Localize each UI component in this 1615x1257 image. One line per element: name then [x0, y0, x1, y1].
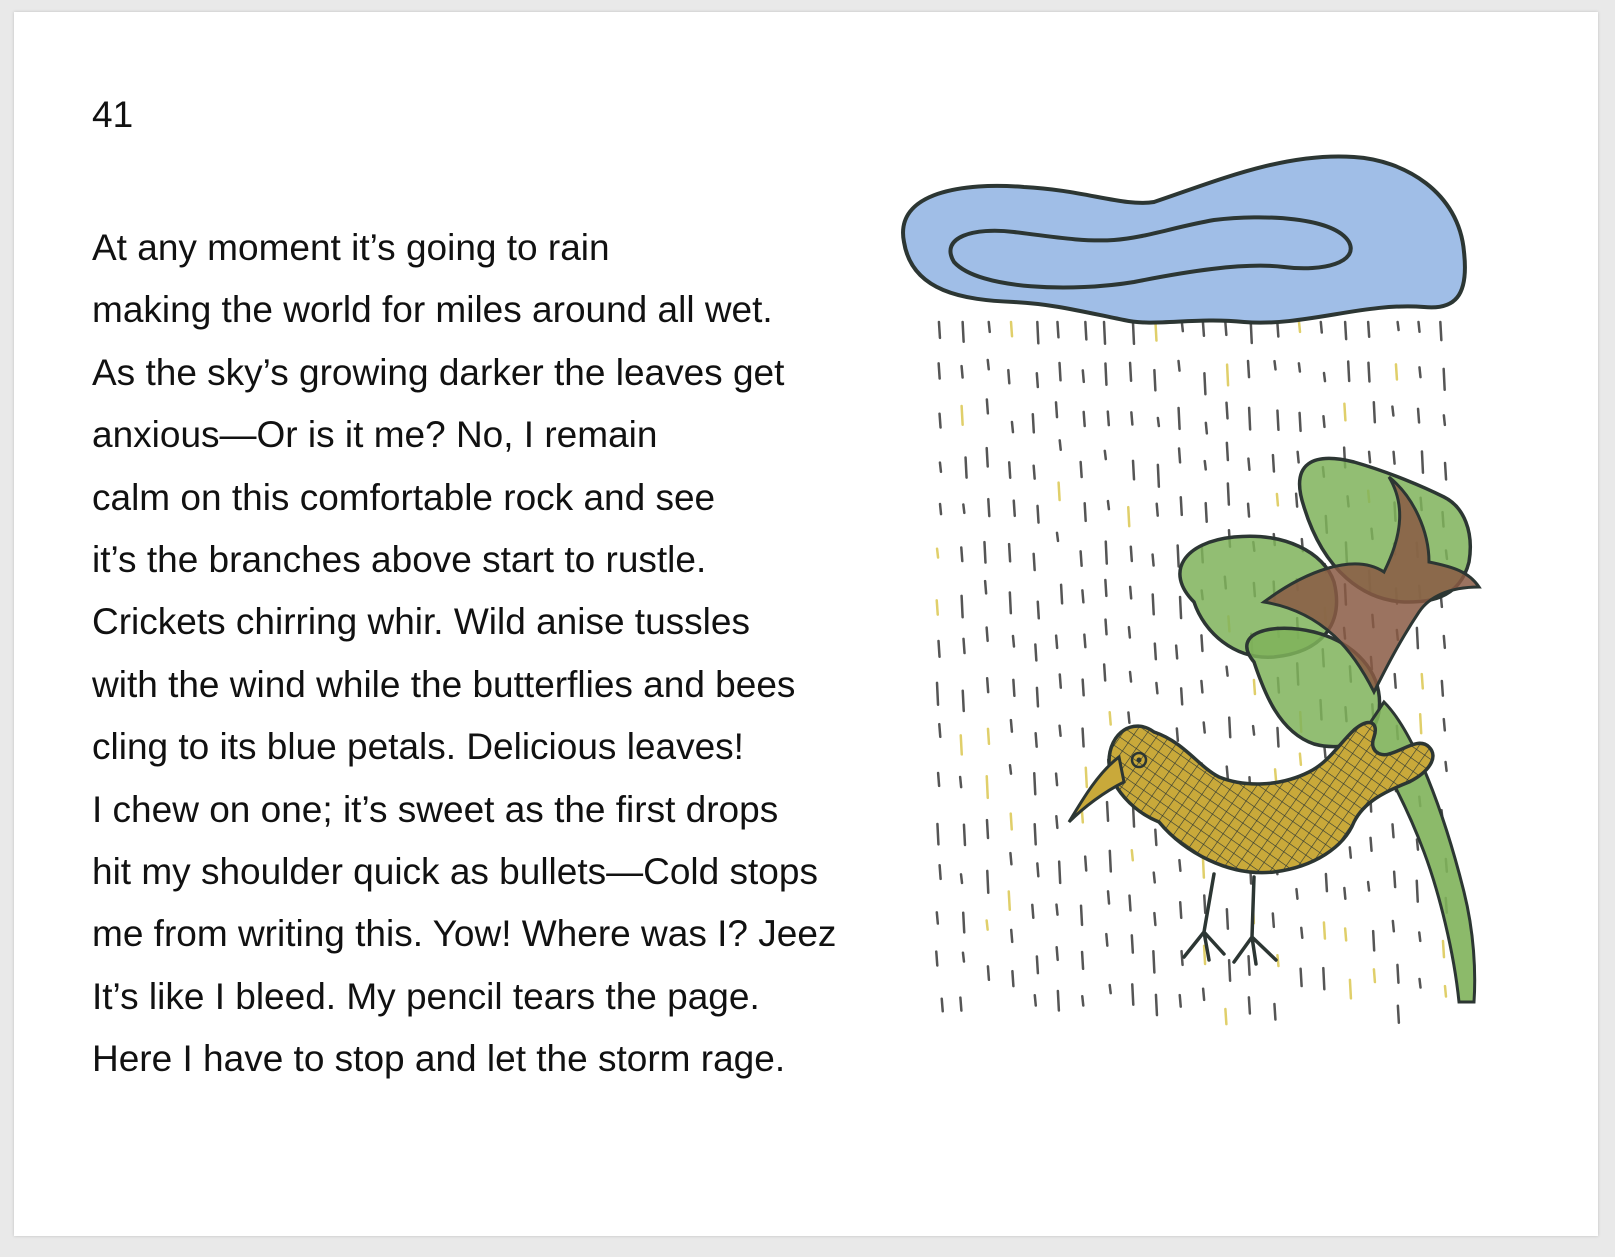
rain-drop — [987, 628, 988, 641]
rain-drop — [1061, 585, 1062, 604]
rain-drop — [1056, 816, 1057, 828]
rain-drop — [1345, 928, 1346, 940]
rain-drop — [961, 548, 962, 562]
rain-drop — [1037, 322, 1038, 343]
rain-drop — [939, 641, 940, 657]
rain-drop — [1038, 602, 1039, 619]
rain-drop — [987, 678, 988, 692]
rain-illustration — [884, 132, 1534, 1052]
rain-drop — [1129, 627, 1130, 637]
rain-drop — [940, 414, 941, 428]
rain-drop — [1374, 402, 1375, 422]
rain-drop — [1419, 933, 1420, 941]
rain-drop — [1037, 373, 1038, 387]
document-page — [14, 12, 1598, 1236]
rain-drop — [1301, 928, 1302, 938]
rain-drop — [1249, 956, 1250, 974]
rain-drop — [1110, 985, 1111, 993]
rain-drop — [1203, 322, 1204, 336]
rain-drop — [1229, 960, 1230, 980]
rain-drop — [1158, 418, 1159, 426]
plant-drawing — [1180, 458, 1479, 1002]
rain-drop — [1324, 747, 1325, 757]
rain-drop — [940, 865, 941, 879]
rain-drop — [1277, 494, 1278, 505]
rain-drop — [1011, 720, 1012, 732]
rain-drop — [1396, 364, 1397, 379]
rain-drop — [1081, 551, 1082, 565]
rain-drop — [1225, 322, 1226, 335]
rain-drop — [1153, 555, 1154, 566]
rain-drop — [1038, 506, 1039, 523]
rain-drop — [1274, 1004, 1275, 1020]
rain-drop — [1056, 905, 1057, 915]
rain-drop — [1108, 501, 1109, 509]
rain-drop — [1324, 923, 1325, 939]
rain-drop — [1059, 483, 1060, 500]
rain-drop — [1056, 774, 1057, 785]
rain-drop — [1057, 322, 1058, 337]
rain-drop — [1060, 674, 1061, 687]
rain-drop — [1368, 882, 1369, 890]
rain-drop — [1131, 412, 1132, 424]
rain-drop — [1321, 322, 1322, 333]
poem-line: calm on this comfortable rock and see — [92, 476, 716, 518]
rain-drop — [939, 724, 940, 737]
rain-drop — [963, 691, 964, 711]
rain-drop — [987, 871, 988, 893]
rain-drop — [940, 463, 941, 472]
rain-drop — [1154, 370, 1155, 390]
rain-drop — [1249, 997, 1250, 1013]
rain-drop — [963, 322, 964, 342]
rain-drop — [1227, 767, 1228, 778]
rain-drop — [1013, 636, 1014, 646]
rain-drop — [1056, 636, 1057, 648]
rain-drop — [1277, 322, 1278, 337]
rain-drop — [1248, 361, 1249, 377]
rain-drop — [964, 825, 965, 845]
rain-drop — [1417, 840, 1418, 850]
rain-drop — [1398, 322, 1399, 330]
rain-drop — [1155, 644, 1156, 659]
rain-drop — [1344, 888, 1345, 899]
rain-drop — [1273, 455, 1274, 471]
rain-drop — [1249, 408, 1250, 429]
rain-drop — [1177, 729, 1178, 741]
rain-drop — [963, 505, 964, 513]
rain-drop — [1085, 503, 1086, 521]
rain-drop — [937, 824, 938, 844]
rain-drop — [1130, 587, 1131, 599]
poem-line: me from writing this. Yow! Where was I? Jeez — [92, 913, 837, 955]
rain-drop — [1037, 688, 1038, 706]
poem-line: making the world for miles around all wet. — [92, 289, 773, 331]
rain-drop — [1086, 768, 1087, 787]
rain-drop — [936, 952, 937, 966]
rain-drop — [984, 542, 985, 562]
rain-drop — [1251, 322, 1252, 343]
poem-line: hit my shoulder quick as bullets—Cold stops — [92, 851, 818, 893]
rain-drop — [1181, 688, 1182, 704]
rain-drop — [1206, 423, 1207, 433]
rain-drop — [1153, 951, 1154, 972]
rain-drop — [1397, 965, 1398, 983]
rain-drop — [1248, 504, 1249, 517]
poem-text — [92, 217, 836, 1091]
poem-line: cling to its blue petals. Delicious leaves! — [92, 726, 744, 768]
rain-drop — [1154, 913, 1155, 925]
rain-drop — [1013, 680, 1014, 696]
rain-drop — [1227, 667, 1228, 676]
poem-line: Here I have to stop and let the storm rage. — [92, 1038, 786, 1080]
rain-drop — [1084, 635, 1085, 647]
rain-drop — [937, 600, 938, 614]
rain-drop — [937, 683, 938, 705]
rain-drop — [987, 448, 988, 466]
rain-drop — [1037, 863, 1038, 876]
rain-drop — [961, 874, 962, 883]
rain-drop — [1348, 362, 1349, 381]
rain-drop — [1422, 452, 1423, 473]
rain-drop — [1036, 733, 1037, 746]
rain-drop — [1374, 969, 1375, 982]
rain-drop — [1204, 895, 1205, 912]
rain-drop — [1034, 466, 1035, 479]
rain-drop — [1037, 957, 1038, 974]
rain-drop — [1082, 996, 1083, 1005]
rain-drop — [1296, 889, 1297, 899]
rain-drop — [1393, 824, 1394, 837]
rain-drop — [1060, 363, 1061, 380]
rain-drop — [1323, 968, 1324, 989]
rain-drop — [1082, 952, 1083, 969]
rain-drop — [1299, 363, 1300, 371]
poem-line: Crickets chirring whir. Wild anise tussles — [92, 601, 750, 643]
rain-drop — [1057, 947, 1058, 960]
rain-drop — [1299, 322, 1300, 332]
rain-drop — [1445, 463, 1446, 479]
rain-drop — [1273, 913, 1274, 926]
rain-drop — [1157, 504, 1158, 516]
rain-drop — [1371, 838, 1372, 851]
rain-drop — [1154, 873, 1155, 883]
rain-drop — [1417, 881, 1418, 902]
rain-drop — [1444, 415, 1445, 425]
rain-drop — [1254, 680, 1255, 694]
rain-drop — [988, 360, 989, 369]
rain-drop — [1422, 674, 1423, 688]
rain-drop — [1298, 452, 1299, 463]
rain-drop — [1033, 414, 1034, 432]
rain-drop — [1104, 322, 1105, 344]
rain-drop — [963, 953, 964, 962]
rain-drop — [1081, 462, 1082, 477]
rain-drop — [1034, 773, 1035, 794]
rain-drop — [1345, 322, 1346, 339]
rain-drop — [1059, 862, 1060, 883]
rain-drop — [1394, 452, 1395, 464]
poem-line: it’s the branches above start to rustle. — [92, 539, 707, 581]
rain-drop — [962, 596, 963, 617]
rain-drop — [939, 322, 940, 338]
rain-drop — [1131, 547, 1132, 561]
rain-drop — [1350, 980, 1351, 998]
rain-drop — [937, 549, 938, 558]
rain-drop — [1446, 762, 1447, 771]
poem-line: It’s like I bleed. My pencil tears the page. — [92, 975, 760, 1017]
rain-drop — [1156, 995, 1157, 1015]
rain-drop — [1107, 802, 1108, 821]
rain-drop — [1156, 683, 1157, 693]
rain-drop — [985, 581, 986, 593]
rain-drop — [1012, 422, 1013, 432]
rain-drop — [1420, 979, 1421, 988]
rain-drop — [1417, 628, 1418, 648]
rain-drop — [1204, 723, 1205, 733]
rain-drop — [1085, 322, 1086, 339]
poem-line: anxious—Or is it me? No, I remain — [92, 414, 658, 456]
rain-drop — [1035, 824, 1036, 844]
rain-drop — [1056, 402, 1057, 417]
rain-drop — [1182, 951, 1183, 965]
rain-drop — [1132, 935, 1133, 952]
rain-drop — [1229, 718, 1230, 738]
rain-drop — [987, 921, 988, 930]
rain-drop — [1443, 941, 1444, 957]
rain-drop — [1009, 892, 1010, 910]
poem-line: As the sky’s growing darker the leaves get — [92, 351, 785, 393]
rain-drop — [1180, 995, 1181, 1007]
rain-drop — [1179, 860, 1180, 871]
rain-drop — [1419, 367, 1420, 377]
rain-drop — [1133, 322, 1134, 344]
bird-drawing — [1069, 723, 1433, 964]
rain-drop — [1008, 370, 1009, 383]
rain-drop — [1181, 497, 1182, 515]
rain-drop — [987, 400, 988, 414]
rain-drop — [1296, 494, 1297, 507]
rain-drop — [1060, 440, 1061, 449]
rain-drop — [1009, 544, 1010, 561]
rain-drop — [966, 458, 967, 478]
rain-drop — [1180, 597, 1181, 618]
rain-drop — [1133, 461, 1134, 479]
rain-drop — [1108, 891, 1109, 903]
rain-drop — [1084, 412, 1085, 426]
rain-drop — [1032, 905, 1033, 918]
rain-drop — [1419, 322, 1420, 332]
rain-drop — [1445, 986, 1446, 996]
rain-drop — [1130, 672, 1131, 681]
rain-drop — [1248, 459, 1249, 470]
rain-drop — [1058, 991, 1059, 1010]
rain-drop — [1083, 370, 1084, 382]
rain-drop — [1444, 719, 1445, 730]
rain-drop — [1110, 712, 1111, 724]
rain-drop — [988, 499, 989, 516]
rain-drop — [1201, 635, 1202, 651]
rain-drop — [964, 639, 965, 653]
rain-drop — [940, 504, 941, 514]
rain-drop — [1205, 461, 1206, 469]
rain-drop — [1180, 902, 1181, 918]
rain-drop — [962, 406, 963, 425]
rain-drop — [1011, 322, 1012, 336]
rain-drop — [1394, 872, 1395, 887]
rain-drop — [1373, 931, 1374, 950]
cloud-drawing — [903, 156, 1465, 322]
rain-drop — [939, 363, 940, 378]
rain-drop — [1106, 620, 1107, 635]
rain-drop — [963, 913, 964, 933]
rain-drop — [1155, 322, 1156, 341]
rain-drop — [1085, 857, 1086, 871]
rain-drop — [1204, 373, 1205, 394]
rain-drop — [1326, 874, 1327, 891]
rain-drop — [1105, 363, 1106, 384]
rain-drop — [1155, 830, 1156, 845]
rain-drop — [1130, 363, 1131, 381]
rain-drop — [1014, 501, 1015, 516]
rain-drop — [1009, 462, 1010, 477]
rain-drop — [1011, 930, 1012, 942]
rain-drop — [1253, 726, 1254, 734]
rain-drop — [1035, 995, 1036, 1005]
rain-drop — [1395, 674, 1396, 688]
rain-drop — [1178, 545, 1179, 566]
rain-drop — [960, 998, 961, 1011]
rain-drop — [1418, 409, 1419, 423]
rain-drop — [1277, 728, 1278, 747]
poem-line: At any moment it’s going to rain — [92, 227, 610, 268]
rain-drop — [1324, 373, 1325, 381]
rain-drop — [942, 999, 943, 1012]
rain-drop — [1129, 896, 1130, 911]
rain-drop — [1035, 644, 1036, 660]
rain-drop — [1012, 971, 1013, 986]
rain-drop — [1179, 449, 1180, 463]
rain-drop — [1108, 412, 1109, 426]
rain-drop — [988, 729, 989, 744]
rain-drop — [1106, 934, 1107, 945]
rain-drop — [989, 322, 990, 332]
rain-drop — [1275, 769, 1276, 781]
page-number: 41 — [92, 94, 134, 135]
rain-drop — [1132, 984, 1133, 1004]
rain-drop — [1398, 1006, 1399, 1023]
rain-drop — [1369, 452, 1370, 462]
rain-drop — [1060, 726, 1061, 736]
rain-drop — [1440, 322, 1441, 340]
rain-drop — [1083, 680, 1084, 696]
rain-drop — [1227, 443, 1228, 460]
rain-drop — [1010, 592, 1011, 613]
rain-drop — [987, 776, 988, 798]
rain-drop — [1105, 580, 1106, 596]
rain-drop — [1203, 989, 1204, 1000]
rain-drop — [1368, 363, 1369, 382]
rain-drop — [1083, 729, 1084, 747]
rain-drop — [988, 966, 989, 979]
rain-drop — [961, 735, 962, 754]
rain-drop — [1201, 681, 1202, 692]
rain-drop — [1350, 847, 1351, 857]
rain-drop — [1158, 465, 1159, 487]
rain-drop — [1128, 507, 1129, 526]
rain-drop — [1301, 969, 1302, 986]
rain-drop — [1368, 322, 1369, 337]
rain-drop — [1444, 636, 1445, 648]
rain-drop — [1010, 765, 1011, 773]
rain-drop — [1081, 906, 1082, 925]
rain-drop — [1153, 594, 1154, 614]
rain-drop — [1104, 665, 1105, 681]
rain-drop — [1179, 408, 1180, 429]
rain-drop — [1442, 681, 1443, 696]
rain-drop — [1206, 503, 1207, 522]
rain-drop — [1228, 483, 1229, 504]
rain-drop — [1227, 909, 1228, 928]
poem-line: with the wind while the butterflies and bees — [92, 663, 796, 705]
rain-drop — [960, 777, 961, 787]
rain-drop — [1444, 369, 1445, 390]
rain-drop — [1227, 365, 1228, 386]
rain-drop — [1132, 850, 1133, 860]
rain-drop — [1227, 403, 1228, 419]
rain-drop — [1393, 921, 1394, 931]
rain-drop — [1082, 590, 1083, 602]
rain-drop — [1275, 361, 1276, 369]
rain-drop — [1034, 554, 1035, 570]
rain-drop — [1300, 754, 1301, 765]
rain-drop — [1277, 411, 1278, 430]
rain-drop — [1392, 407, 1393, 416]
rain-drop — [962, 366, 963, 377]
rain-drop — [1204, 946, 1205, 964]
rain-drop — [987, 820, 988, 838]
rain-drop — [1179, 361, 1180, 371]
rain-drop — [1010, 853, 1011, 864]
rain-drop — [1344, 404, 1345, 421]
rain-drop — [1011, 814, 1012, 830]
rain-drop — [1106, 542, 1107, 564]
rain-drop — [1300, 413, 1301, 431]
poem-line: I chew on one; it’s sweet as the first drops — [92, 788, 779, 830]
rain-drop — [1323, 416, 1324, 427]
rain-drop — [1105, 451, 1106, 459]
rain-drop — [1176, 646, 1177, 659]
rain-drop — [1128, 712, 1129, 722]
rain-drop — [937, 912, 938, 923]
rain-drop — [1057, 533, 1058, 541]
rain-drop — [1225, 1009, 1226, 1024]
rain-drop — [938, 773, 939, 786]
rain-drop — [1420, 714, 1421, 733]
rain-drop — [1110, 851, 1111, 872]
